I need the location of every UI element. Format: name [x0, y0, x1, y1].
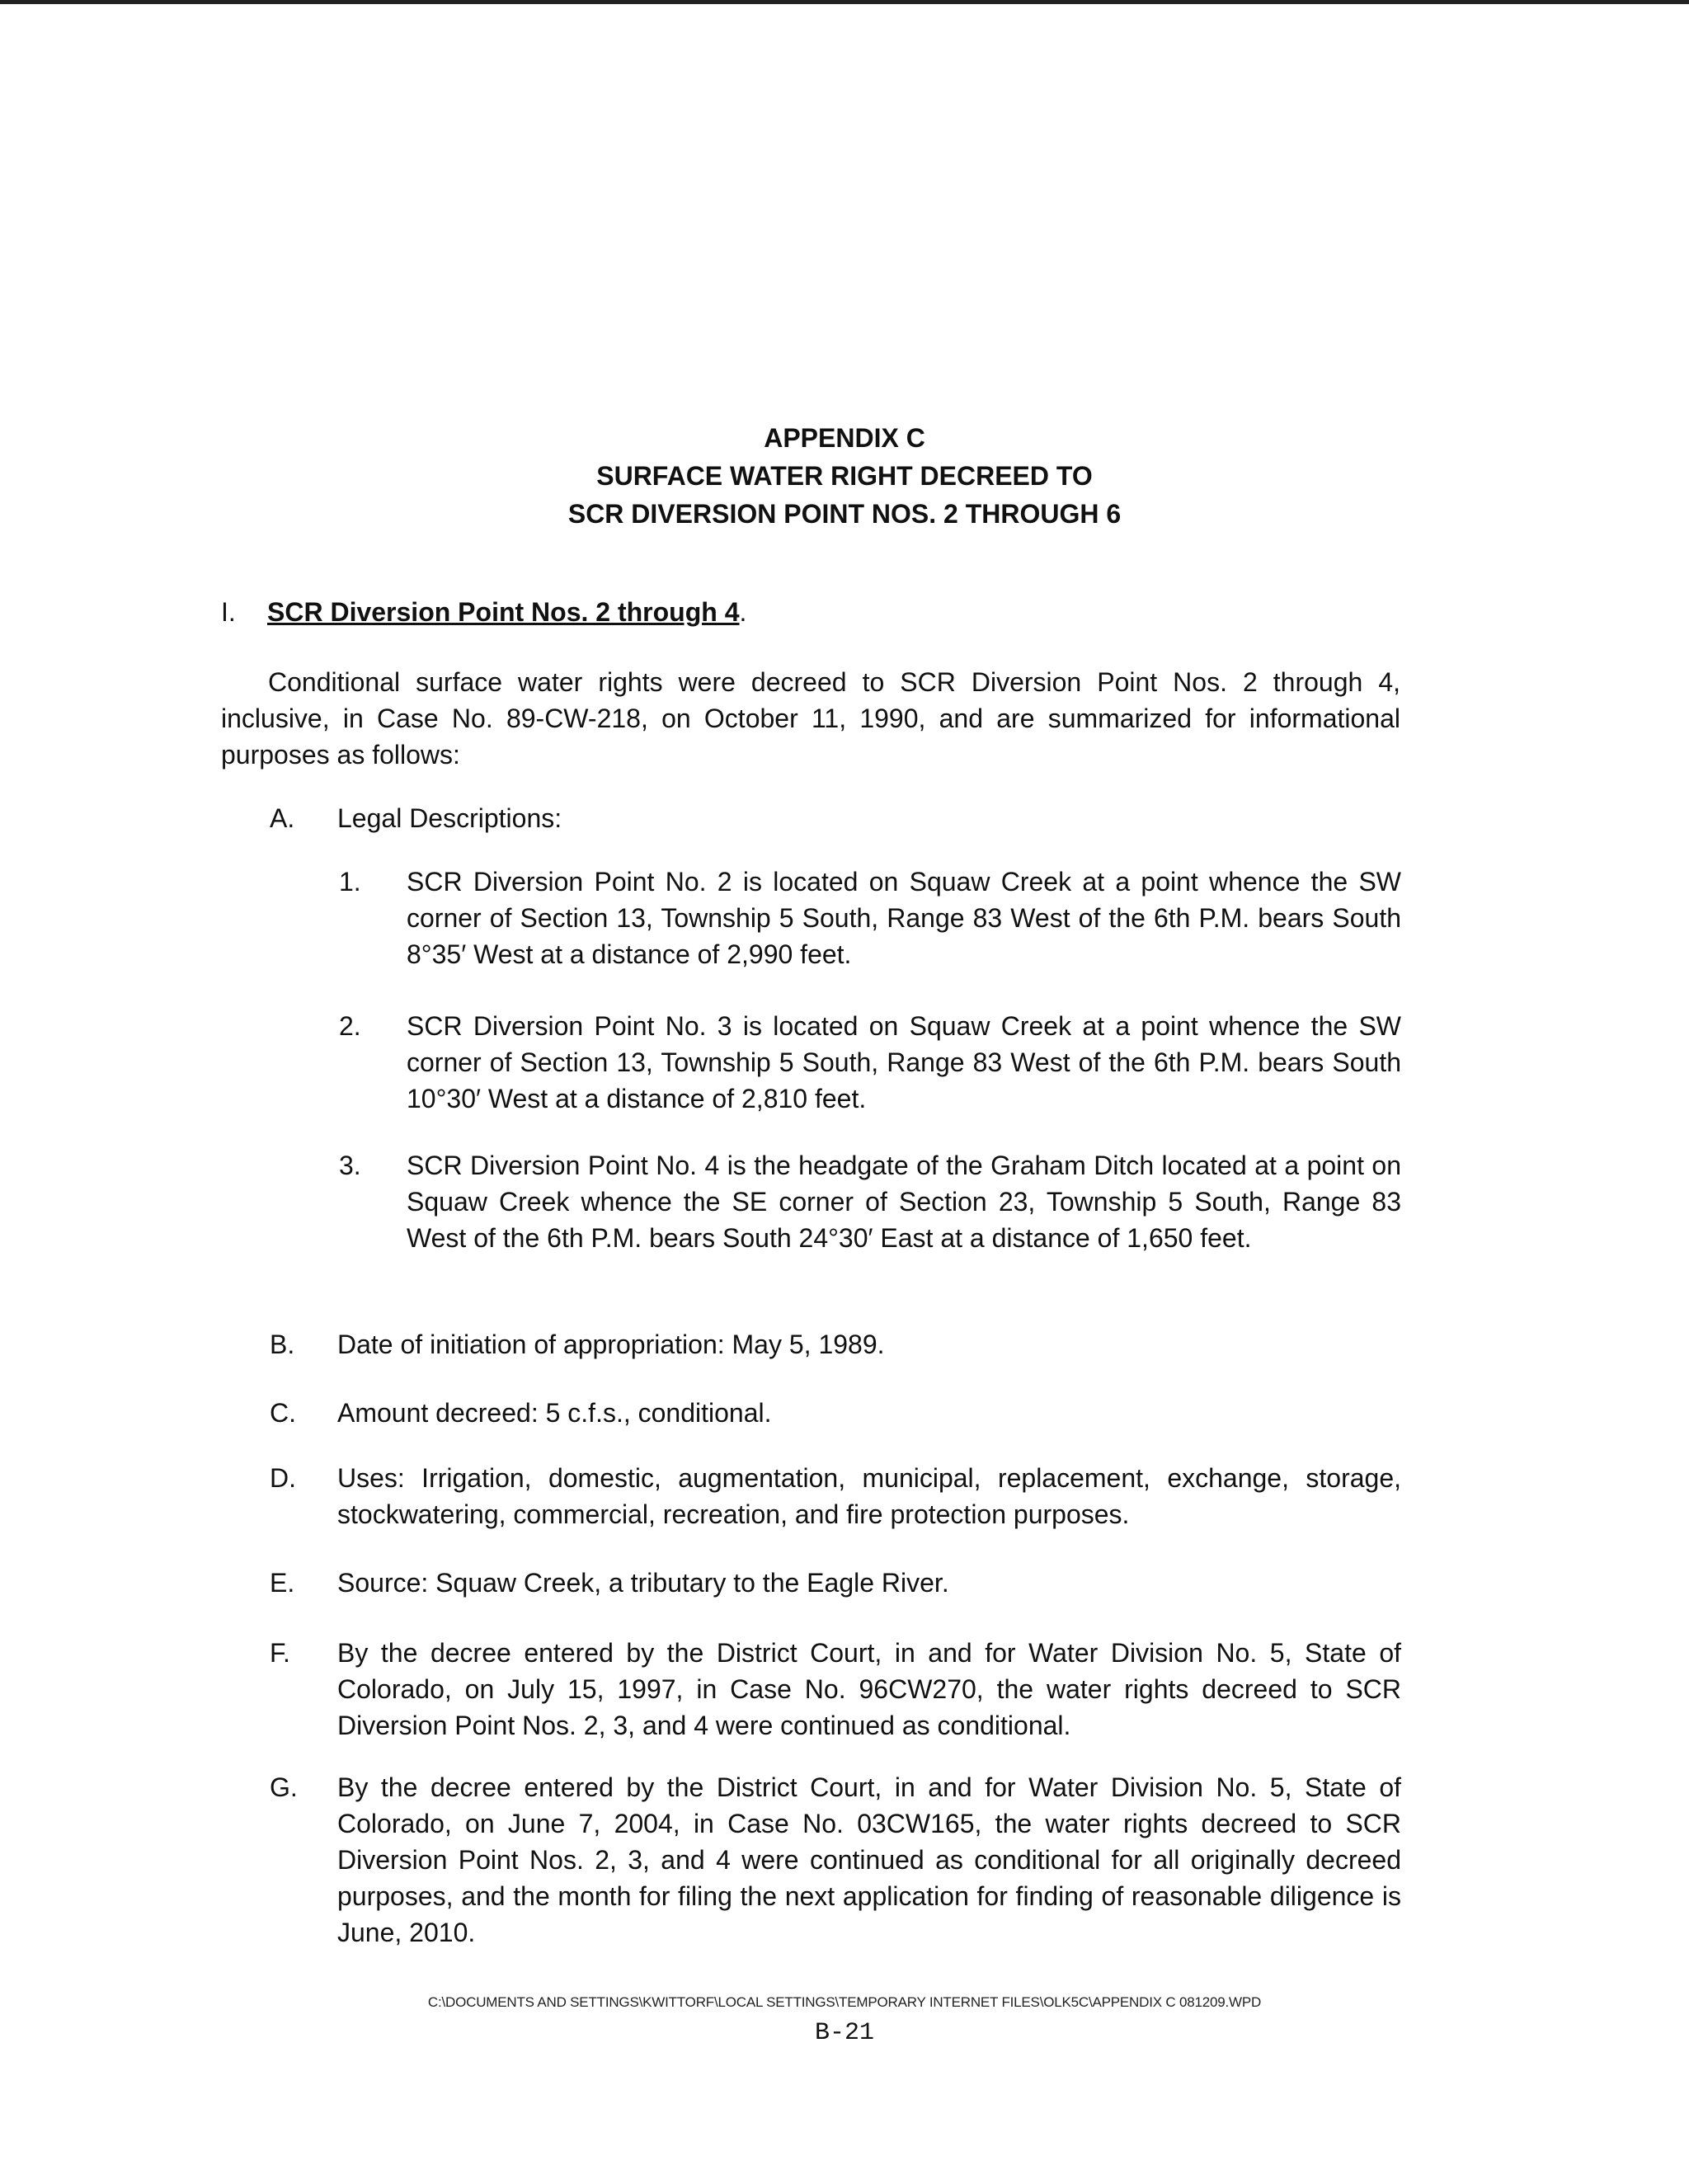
- item-text: Amount decreed: 5 c.f.s., conditional.: [337, 1398, 772, 1428]
- sub-item-text: SCR Diversion Point No. 4 is the headgate of the Graham Ditch located at a point on Squaw Creek whence the SE corner of Section 23, Township 5 South, Range 83 West of the 6th P.M. bears South 24°30′ East at a distance of 1,650 feet.: [407, 1151, 1401, 1253]
- footer-file-path: C:\DOCUMENTS AND SETTINGS\KWITTORF\LOCAL SETTINGS\TEMPORARY INTERNET FILES\OLK5C\APPENDIX C 081209.WPD: [427, 1994, 1262, 2010]
- intro-paragraph: Conditional surface water rights were decreed to SCR Diversion Point Nos. 2 through 4, inclusive, in Case No. 89-CW-218, on October 11, 1990, and are summarized for informational purposes as follows:: [221, 667, 1400, 770]
- title-line-2: SURFACE WATER RIGHT DECREED TO: [596, 461, 1093, 491]
- section-heading: [221, 597, 746, 628]
- sub-item-text: SCR Diversion Point No. 3 is located on Squaw Creek at a point whence the SW corner of Section 13, Township 5 South, Range 83 West of the 6th P.M. bears South 10°30′ West at a distance of 2,810 feet.: [407, 1011, 1401, 1113]
- item-label: D.: [270, 1463, 296, 1493]
- item-text: By the decree entered by the District Court, in and for Water Division No. 5, State of Colorado, on June 7, 2004, in Case No. 03CW165, the water rights decreed to SCR Diversion Point Nos. 2, 3, and 4 were continued as conditional for all originally decreed purposes, and the month for filing the next application for finding of reasonable diligence is June, 2010.: [337, 1772, 1401, 1947]
- title-line-1: APPENDIX C: [764, 423, 925, 453]
- sub-item-label: 1.: [339, 867, 361, 897]
- item-text: Legal Descriptions:: [337, 803, 562, 833]
- item-label: E.: [270, 1568, 295, 1598]
- item-text: Date of initiation of appropriation: May 5, 1989.: [337, 1330, 885, 1359]
- section-heading-text: SCR Diversion Point Nos. 2 through 4: [267, 597, 740, 627]
- item-text: Uses: Irrigation, domestic, augmentation, municipal, replacement, exchange, storage, stockwatering, commercial, recreation, and fire protection purposes.: [337, 1463, 1401, 1529]
- item-label: F.: [270, 1638, 290, 1668]
- item-text: By the decree entered by the District Court, in and for Water Division No. 5, State of Colorado, on July 15, 1997, in Case No. 96CW270, the water rights decreed to SCR Diversion Point Nos. 2, 3, and 4 were continued as conditional.: [337, 1638, 1401, 1740]
- item-text: Source: Squaw Creek, a tributary to the Eagle River.: [337, 1568, 949, 1598]
- sub-item-label: 2.: [339, 1011, 361, 1041]
- item-label: B.: [270, 1330, 295, 1359]
- item-label: G.: [270, 1772, 298, 1802]
- title-line-3: SCR DIVERSION POINT NOS. 2 THROUGH 6: [567, 499, 1122, 529]
- section-number: I.: [221, 597, 236, 627]
- sub-item-label: 3.: [339, 1151, 361, 1180]
- page-number: B-21: [814, 2019, 874, 2047]
- item-label: C.: [270, 1398, 296, 1428]
- sub-item-text: SCR Diversion Point No. 2 is located on Squaw Creek at a point whence the SW corner of Section 13, Township 5 South, Range 83 West of the 6th P.M. bears South 8°35′ West at a distance of 2,990 feet.: [407, 867, 1401, 969]
- section-heading-suffix: .: [739, 597, 747, 627]
- item-label: A.: [270, 803, 295, 833]
- appendix-title: [0, 419, 1689, 533]
